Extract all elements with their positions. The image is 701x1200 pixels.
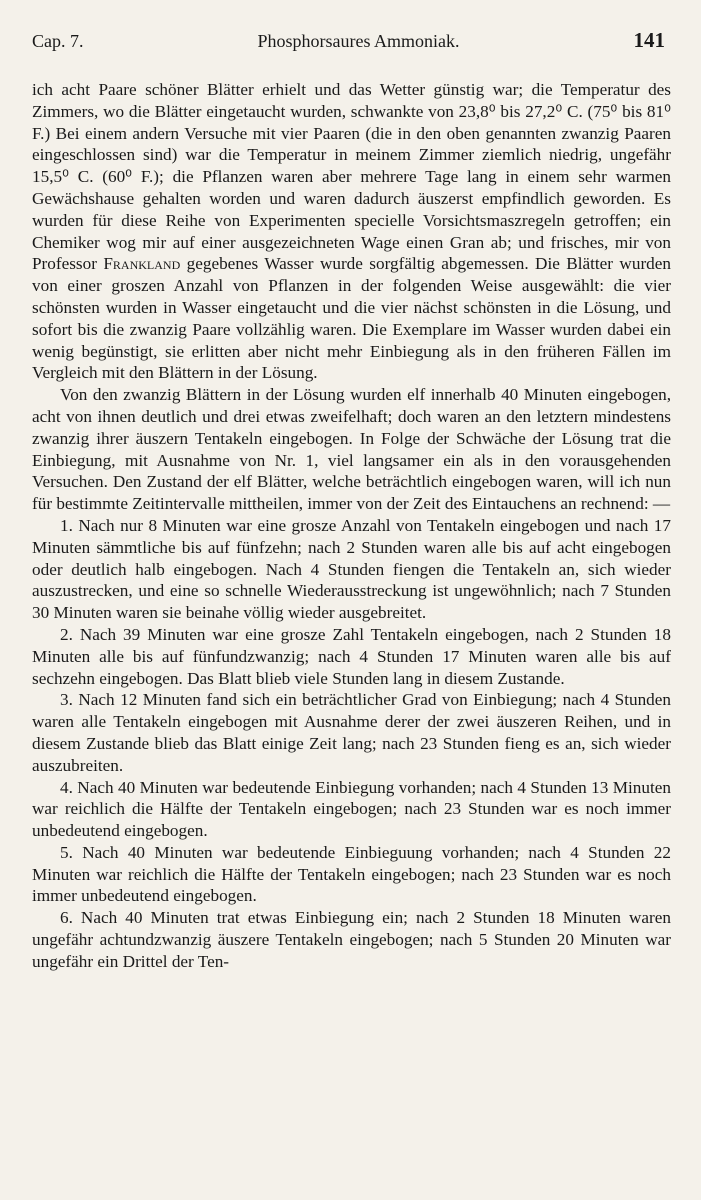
page-body (32, 79, 671, 973)
paragraph-2: Von den zwanzig Blättern in der Lösung wurden elf innerhalb 40 Minuten eingebogen, acht von ihnen deutlich und drei etwas zweifelhaft; doch waren an den letztern mindestens zwanzig ihrer äuszern Tentakeln eingebogen. In Folge der Schwäche der Lösung trat die Einbiegung, mit Ausnahme von Nr. 1, viel langsamer ein als in den vorausgehenden Versuchen. Den Zustand der elf Blätter, welche beträchtlich eingebogen waren, will ich nun für bestimmte Zeitintervalle mittheilen, immer von der Zeit des Eintauchens an rechnend: — (32, 385, 671, 514)
author-name-smallcaps: Frankland (103, 254, 181, 274)
paragraph-1: ich acht Paare schöner Blätter erhielt und das Wetter günstig war; die Temperatur des Zimmers, wo die Blätter eingetaucht wurden, schwankte von 23,8⁰ bis 27,2⁰ C. (75⁰ bis 81⁰ F.) Bei einem andern Versuche mit vier Paaren (die in den oben genannten zwanzig Paaren eingeschlossen sind) war die Temperatur in meinem Zimmer ziemlich niedrig, ungefähr 15,5⁰ C. (60⁰ F.); die Pflanzen waren aber mehrere Tage lang in einem sehr warmen Gewächshause gehalten worden und waren dadurch äuszerst empfindlich geworden. Es wurden für diese Reihe von Experimenten specielle Vorsichtsmaszregeln getroffen; ein Chemiker wog mir auf einer ausgezeichneten Wage einen Gran ab; und frisches, mir von Professor Frankland gegebenes Wasser wurde sorgfältig abgemessen. Die Blätter wurden von einer groszen Anzahl von Pflanzen in der folgenden Weise ausgewählt: die vier schönsten wurden in Wasser eingetaucht und die vier nächst schönsten in die Lösung, und sofort bis die zwanzig Paare vollzählig waren. Die Exemplare im Wasser wurden dabei ein wenig begünstigt, sie erlitten aber nicht mehr Einbiegung als in den früheren Fällen im Vergleich mit den Blättern in der Lösung. (32, 80, 671, 383)
page-number: 141 (633, 28, 665, 52)
observation-5: 5. Nach 40 Minuten war bedeutende Einbieguung vorhanden; nach 4 Stunden 22 Minuten war reichlich die Hälfte der Tentakeln eingebogen; nach 23 Stunden war es noch immer unbedeutend eingebogen. (32, 842, 671, 906)
observation-4: 4. Nach 40 Minuten war bedeutende Einbiegung vorhanden; nach 4 Stunden 13 Minuten war reichlich die Hälfte der Tentakeln eingebogen; nach 23 Stunden war es noch immer unbedeutend eingebogen. (32, 777, 671, 841)
observation-3: 3. Nach 12 Minuten fand sich ein beträchtlicher Grad von Einbiegung; nach 4 Stunden waren alle Tentakeln eingebogen mit Ausnahme derer der zwei äuszeren Reihen, und in diesem Zustande blieb das Blatt einige Zeit lang; nach 23 Stunden fieng es an, sich wieder auszubreiten. (32, 690, 671, 775)
observation-2: 2. Nach 39 Minuten war eine grosze Zahl Tentakeln eingebogen, nach 2 Stunden 18 Minuten alle bis auf fünfundzwanzig; nach 4 Stunden 17 Minuten waren alle bis auf sechzehn eingebogen. Das Blatt blieb viele Stunden lang in diesem Zustande. (32, 624, 671, 688)
observation-6: 6. Nach 40 Minuten trat etwas Einbiegung ein; nach 2 Stunden 18 Minuten waren ungefähr achtundzwanzig äuszere Tentakeln eingebogen; nach 5 Stunden 20 Minuten war ungefähr ein Drittel der Ten- (32, 908, 671, 971)
running-title: Phosphorsaures Ammoniak. (257, 31, 460, 51)
chapter-label: Cap. 7. (32, 31, 84, 51)
observation-1: 1. Nach nur 8 Minuten war eine grosze Anzahl von Tentakeln eingebogen und nach 17 Minuten sämmtliche bis auf fünfzehn; nach 2 Stunden waren alle bis auf acht eingebogen oder deutlich halb eingebogen. Nach 4 Stunden fiengen die Tentakeln an, sich wieder auszustrecken, und eine so schnelle Wiederausstreckung ist ungewöhnlich; nach 7 Stunden 30 Minuten waren sie beinahe völlig wieder ausgebreitet. (32, 515, 671, 623)
running-header (32, 28, 671, 53)
